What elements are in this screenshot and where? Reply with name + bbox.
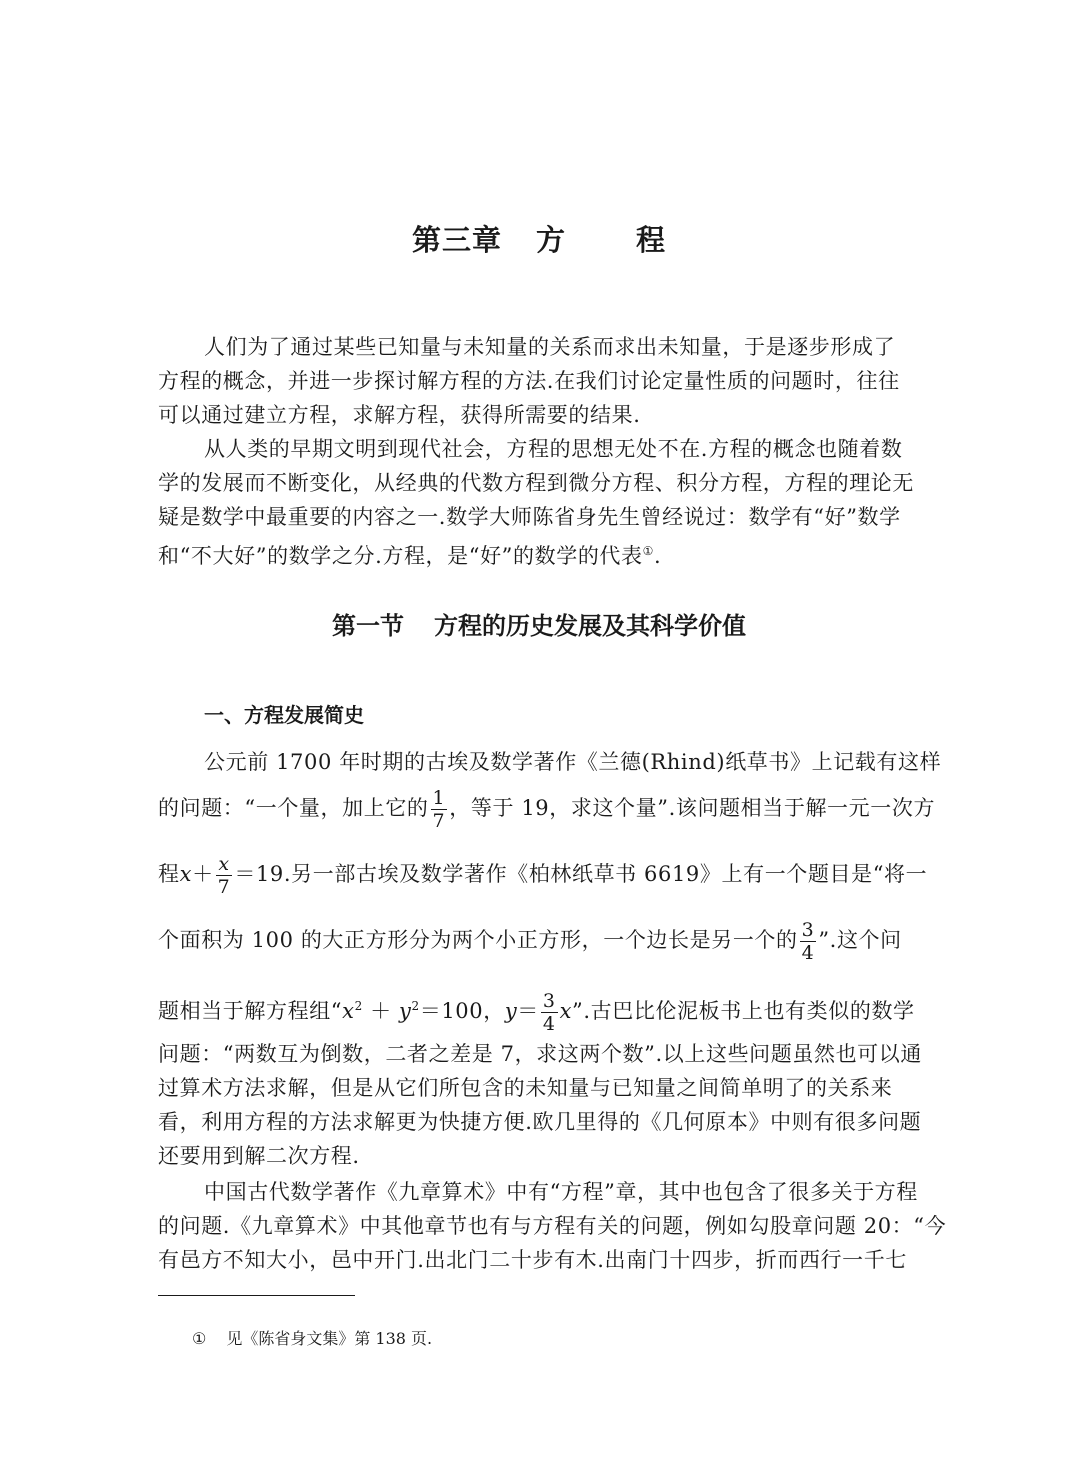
- var-y: y: [504, 999, 518, 1023]
- equals-100: ＝100，: [419, 999, 505, 1023]
- intro-line-2: 方程的概念，并进一步探讨解方程的方法.在我们讨论定量性质的问题时，往往: [158, 369, 900, 393]
- p1-line-3: [158, 852, 927, 898]
- chapter-title-char-2: 程: [636, 223, 667, 257]
- footnote-ref[interactable]: ①: [642, 544, 654, 558]
- footnote-mark: ①: [192, 1329, 207, 1348]
- exponent: 2: [411, 999, 420, 1013]
- plus-sign: ＋: [362, 999, 399, 1023]
- p1-line-7: 过算术方法求解，但是从它们所包含的未知量与已知量之间简单明了的关系来: [158, 1076, 893, 1100]
- p1-line-5: [158, 984, 915, 1035]
- fraction-3-4: [541, 990, 558, 1035]
- p1-line-2-b: ，等于 19，求这个量”.该问题相当于解一元一次方: [449, 796, 936, 820]
- p1-line-2-a: 的问题：“一个量，加上它的: [158, 796, 429, 820]
- p1-line-1: 公元前 1700 年时期的古埃及数学著作《兰德(Rhind)纸草书》上记载有这样: [204, 750, 942, 774]
- fraction-x-7: [216, 853, 233, 898]
- var-x: x: [179, 862, 193, 886]
- chapter-title-char-1: 方: [535, 223, 566, 257]
- fraction-3-4: [800, 919, 817, 964]
- fraction-denominator: 4: [801, 942, 815, 964]
- fraction-numerator: 1: [432, 787, 446, 809]
- section-title: [0, 606, 1078, 641]
- plus-sign: ＋: [192, 862, 214, 886]
- section-heading: 方程的历史发展及其科学价值: [434, 611, 746, 640]
- intro-line-7-end: .: [653, 544, 662, 568]
- section-number: 第一节: [332, 611, 404, 640]
- p2-line-2: 的问题.《九章算术》中其他章节也有与方程有关的问题，例如勾股章问题 20：“今: [158, 1214, 947, 1238]
- p1-line-5-a: 题相当于解方程组“: [158, 999, 343, 1023]
- intro-line-7: [158, 537, 661, 570]
- intro-line-4: 从人类的早期文明到现代社会，方程的思想无处不在.方程的概念也随着数: [204, 437, 903, 461]
- var-y: y: [399, 999, 412, 1023]
- fraction-denominator: 7: [217, 876, 231, 898]
- p1-line-2: [158, 786, 935, 832]
- p1-line-3-b: ＝19.另一部古埃及数学著作《柏林纸草书 6619》上有一个题目是“将一: [234, 862, 928, 886]
- intro-line-3: 可以通过建立方程，求解方程，获得所需要的结果.: [158, 403, 641, 427]
- p1-line-4: [158, 918, 902, 964]
- p1-line-6: 问题：“两数互为倒数，二者之差是 7，求这两个数”.以上这些问题虽然也可以通: [158, 1042, 922, 1066]
- footnote-separator: [158, 1295, 355, 1296]
- chapter-number: 第三章: [411, 223, 502, 257]
- intro-line-7-text: 和“不大好”的数学之分.方程，是“好”的数学的代表: [158, 544, 643, 568]
- fraction-numerator: x: [218, 853, 230, 875]
- intro-line-6: 疑是数学中最重要的内容之一.数学大师陈省身先生曾经说过：数学有“好”数学: [158, 505, 901, 529]
- p1-line-9: 还要用到解二次方程.: [158, 1144, 360, 1168]
- subsection-title: 一、方程发展简史: [204, 703, 364, 727]
- equals-sign: ＝: [517, 999, 539, 1023]
- var-x: x: [342, 999, 355, 1023]
- chapter-title: [0, 218, 1078, 259]
- fraction-denominator: 4: [542, 1013, 556, 1035]
- footnote-text: 见《陈省身文集》第 138 页.: [226, 1329, 433, 1348]
- exponent: 2: [354, 999, 363, 1013]
- p2-line-1: 中国古代数学著作《九章算术》中有“方程”章，其中也包含了很多关于方程: [204, 1180, 918, 1204]
- fraction-1-7: [431, 787, 448, 832]
- p1-line-4-b: ”.这个问: [818, 928, 902, 952]
- var-x: x: [559, 999, 573, 1023]
- fraction-numerator: 3: [542, 990, 556, 1012]
- fraction-denominator: 7: [432, 810, 446, 832]
- p2-line-3: 有邑方不知大小，邑中开门.出北门二十步有木.出南门十四步，折而西行一千七: [158, 1248, 907, 1272]
- intro-line-1: 人们为了通过某些已知量与未知量的关系而求出未知量，于是逐步形成了: [204, 335, 896, 359]
- p1-line-4-a: 个面积为 100 的大正方形分为两个小正方形，一个边长是另一个的: [158, 928, 798, 952]
- p1-line-5-b: ”.古巴比伦泥板书上也有类似的数学: [572, 999, 915, 1023]
- footnote: [192, 1326, 432, 1349]
- intro-line-5: 学的发展而不断变化，从经典的代数方程到微分方程、积分方程，方程的理论无: [158, 471, 914, 495]
- fraction-numerator: 3: [801, 919, 815, 941]
- p1-line-8: 看，利用方程的方法求解更为快捷方便.欧几里得的《几何原本》中则有很多问题: [158, 1110, 922, 1134]
- p1-line-3-a: 程: [158, 862, 180, 886]
